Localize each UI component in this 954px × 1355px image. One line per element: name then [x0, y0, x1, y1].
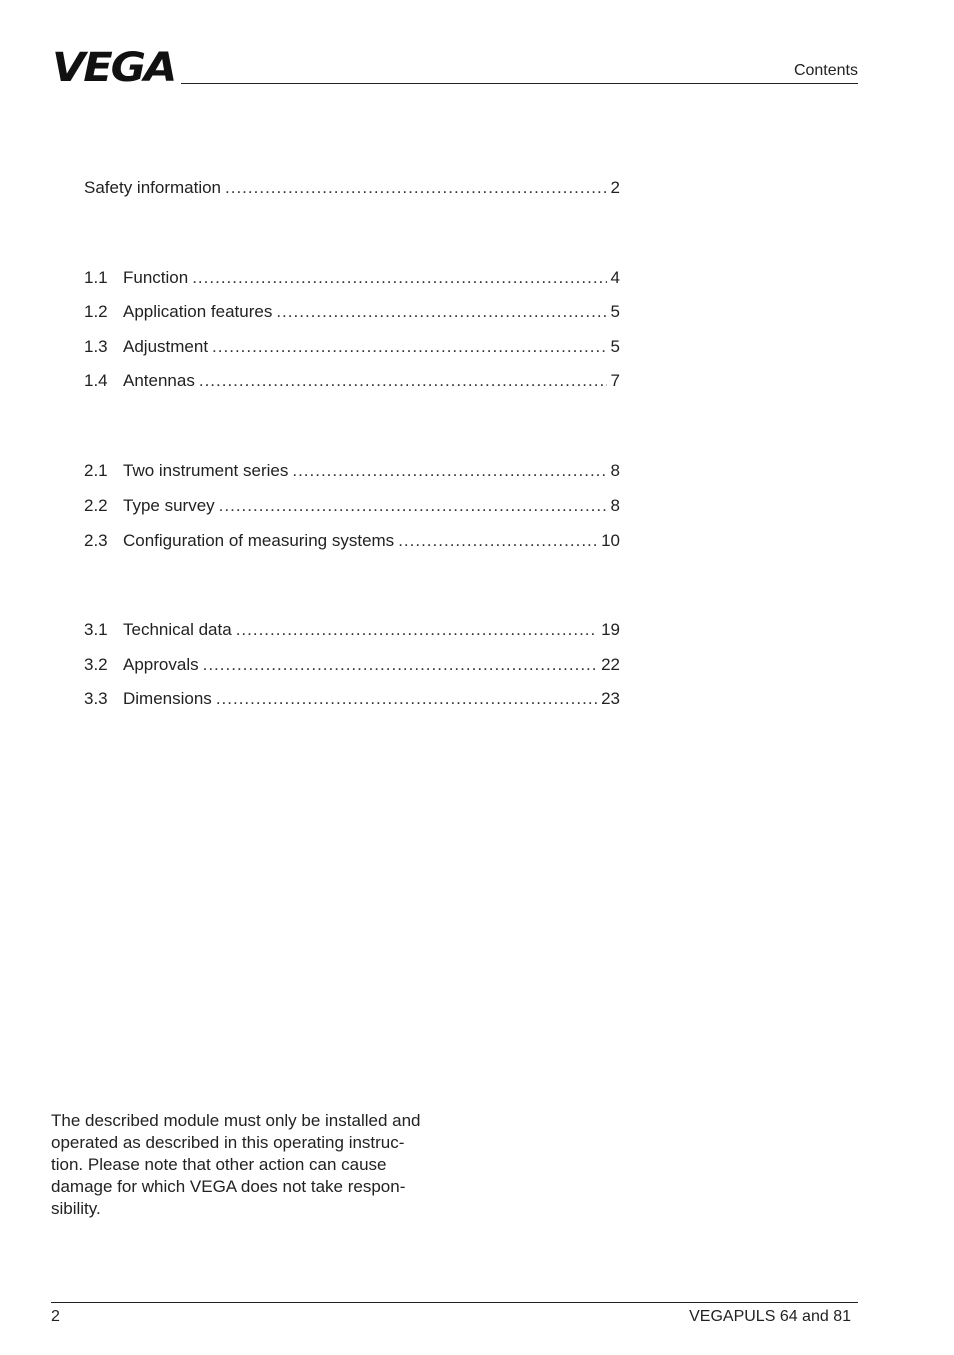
toc-entry-number: 3.2	[84, 655, 108, 674]
footer-product-name: VEGAPULS 64 and 81	[689, 1308, 851, 1325]
toc-entry-safety-information[interactable]	[84, 178, 620, 200]
toc-entry-function[interactable]	[84, 268, 620, 290]
toc-entry-page: 19	[601, 620, 620, 639]
toc-entry-title: Antennas	[123, 371, 195, 390]
toc-entry-dimensions[interactable]	[84, 689, 620, 711]
toc-entry-page: 2	[610, 178, 620, 197]
toc-leader-dots	[219, 496, 607, 516]
toc-leader-dots	[236, 620, 597, 640]
toc-entry-type-survey[interactable]	[84, 496, 620, 518]
toc-entry-antennas[interactable]	[84, 371, 620, 393]
toc-entry-number: 3.1	[84, 620, 108, 639]
notice-line: The described module must only be installed and	[51, 1111, 421, 1130]
toc-leader-dots	[212, 337, 606, 357]
toc-leader-dots	[292, 461, 606, 481]
toc-entry-title: Two instrument series	[123, 461, 289, 480]
toc-entry-title: Adjustment	[123, 337, 209, 356]
header-section-label: Contents	[793, 62, 858, 79]
safety-notice	[51, 1110, 461, 1220]
notice-line: sibility.	[51, 1199, 101, 1218]
toc-entry-number: 2.3	[84, 531, 108, 550]
toc-entry-page: 22	[601, 655, 620, 674]
toc-entry-number: 1.3	[84, 337, 108, 356]
notice-line: damage for which VEGA does not take respon-	[51, 1177, 406, 1196]
toc-leader-dots	[203, 655, 597, 675]
notice-line: operated as described in this operating instruc-	[51, 1133, 405, 1152]
footer-rule	[51, 1302, 858, 1303]
toc-entry-title: Safety information	[84, 178, 222, 197]
toc-entry-number: 3.3	[84, 689, 108, 708]
toc-leader-dots	[216, 689, 597, 709]
toc-entry-application-features[interactable]	[84, 302, 620, 324]
toc-entry-number: 2.1	[84, 461, 108, 480]
toc-entry-page: 10	[601, 531, 620, 550]
header-rule	[181, 83, 858, 84]
footer-page-number: 2	[51, 1308, 60, 1325]
toc-entry-title: Function	[123, 268, 189, 287]
toc-leader-dots	[225, 178, 607, 198]
toc-entry-title: Technical data	[123, 620, 232, 639]
toc-entry-page: 7	[610, 371, 620, 390]
toc-leader-dots	[192, 268, 606, 288]
toc-leader-dots	[276, 302, 606, 322]
toc-entry-number: 1.1	[84, 268, 108, 287]
toc-entry-technical-data[interactable]	[84, 620, 620, 642]
toc-entry-page: 23	[601, 689, 620, 708]
toc-entry-title: Dimensions	[123, 689, 212, 708]
notice-line: tion. Please note that other action can cause	[51, 1155, 387, 1174]
toc-entry-page: 8	[610, 496, 620, 515]
toc-entry-adjustment[interactable]	[84, 337, 620, 359]
toc-entry-title: Configuration of measuring systems	[123, 531, 395, 550]
toc-leader-dots	[398, 531, 597, 551]
toc-entry-title: Application features	[123, 302, 273, 321]
toc-entry-approvals[interactable]	[84, 655, 620, 677]
toc-entry-number: 1.4	[84, 371, 108, 390]
toc-entry-title: Type survey	[123, 496, 215, 515]
toc-entry-page: 4	[610, 268, 620, 287]
toc-leader-dots	[199, 371, 607, 391]
toc-entry-page: 8	[610, 461, 620, 480]
vega-logo: VEGA	[52, 45, 176, 91]
toc-entry-configuration[interactable]	[84, 531, 620, 553]
toc-entry-number: 2.2	[84, 496, 108, 515]
toc-entry-page: 5	[610, 337, 620, 356]
toc-entry-title: Approvals	[123, 655, 199, 674]
toc-entry-two-instrument-series[interactable]	[84, 461, 620, 483]
toc-entry-number: 1.2	[84, 302, 108, 321]
toc-entry-page: 5	[610, 302, 620, 321]
